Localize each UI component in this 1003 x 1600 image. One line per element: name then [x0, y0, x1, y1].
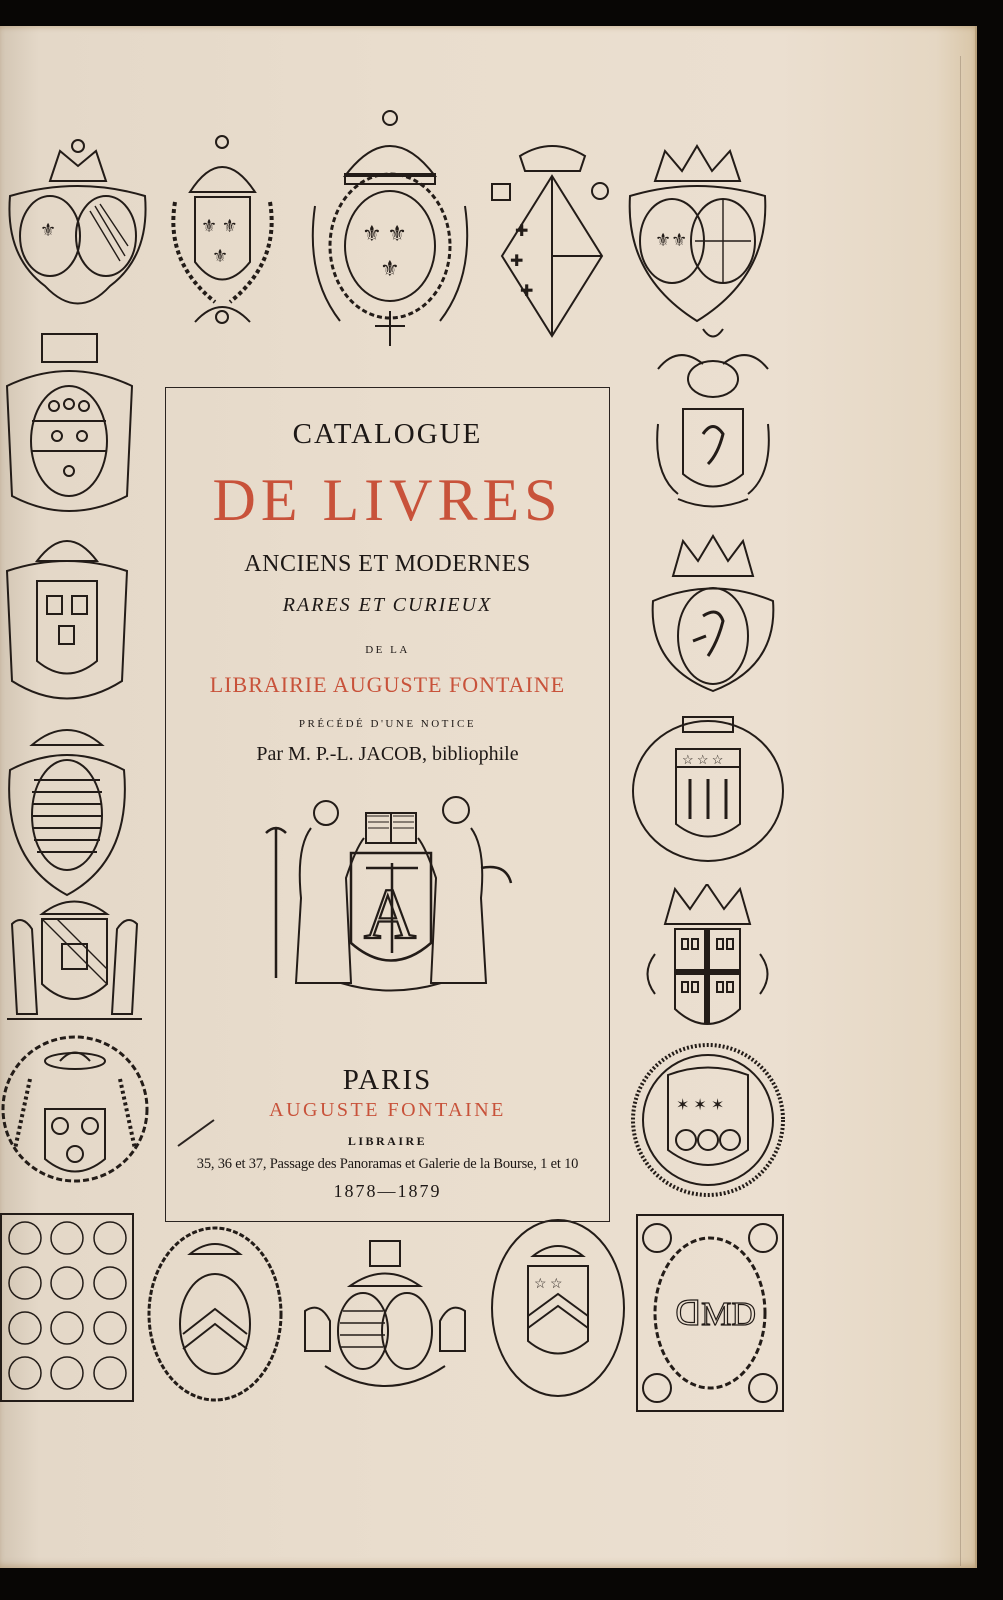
author-line: Par M. P.-L. JACOB, bibliophile: [256, 743, 519, 765]
svg-text:A: A: [364, 874, 416, 954]
title-frame: [165, 387, 610, 1222]
coat-of-arms-barry-cartouche-icon: [2, 710, 132, 900]
bookshop-name: LIBRAIRIE AUGUSTE FONTAINE: [209, 672, 566, 697]
coat-of-arms-cross-billets-icon: [640, 884, 775, 1054]
coat-of-arms-mantled-oval-icon: [2, 326, 137, 526]
imprint-publisher: AUGUSTE FONTAINE: [269, 1099, 506, 1121]
svg-text:⚜ ⚜: ⚜ ⚜: [362, 221, 407, 246]
coat-of-arms-chevron-stars-oval-icon: [488, 1216, 628, 1401]
coat-of-arms-fleur-de-lis-collar-icon: [165, 122, 280, 332]
imprint-address: 35, 36 et 37, Passage des Panoramas et Galerie de la Bourse, 1 et 10: [196, 1156, 579, 1172]
title-catalogue: CATALOGUE: [292, 418, 483, 450]
coat-of-arms-crowned-double-oval-quartered-icon: [620, 136, 775, 336]
coat-of-arms-crowned-lion-oval-icon: [648, 526, 778, 701]
coat-of-arms-stars-trees-oval-icon: [628, 709, 788, 874]
subtitle-anciens-modernes: ANCIENS ET MODERNES: [244, 551, 531, 577]
coat-of-arms-stars-roundels-seal-icon: [628, 1040, 788, 1200]
svg-text:⚜: ⚜: [212, 246, 229, 266]
svg-text:⚜⚜: ⚜⚜: [655, 230, 688, 250]
subtitle-rares-curieux: RARES ET CURIEUX: [282, 594, 493, 616]
svg-text:✚: ✚: [510, 253, 524, 270]
imprint-city: PARIS: [342, 1064, 433, 1096]
text-precede-notice: PRÉCÉDÉ D'UNE NOTICE: [298, 718, 477, 730]
page-edge-line: [960, 56, 961, 1566]
coat-of-arms-tower-crest-lions-icon: [295, 1231, 475, 1406]
imprint-role: LIBRAIRE: [347, 1134, 428, 1148]
title-page: [0, 26, 977, 1568]
coat-of-arms-crowned-double-oval-icon: [0, 126, 155, 326]
imprint-years: 1878—1879: [333, 1181, 442, 1201]
svg-text:✶ ✶ ✶: ✶ ✶ ✶: [676, 1097, 725, 1114]
coat-of-arms-royal-fleur-de-lis-oval-icon: [300, 106, 480, 356]
svg-text:✚: ✚: [515, 223, 529, 240]
svg-text:✚: ✚: [520, 283, 534, 300]
coat-of-arms-chevron-birds-oval-icon: [145, 1224, 285, 1404]
coat-of-arms-three-towers-icon: [2, 521, 132, 711]
svg-text:⚜: ⚜: [40, 220, 57, 240]
allegorical-vignette-af-monogram-icon: [256, 788, 526, 998]
text-de-la: DE LA: [365, 644, 410, 656]
svg-text:ᗡMD: ᗡMD: [675, 1296, 756, 1333]
svg-text:☆ ☆: ☆ ☆: [534, 1277, 563, 1292]
coat-of-arms-angels-supporters-icon: [2, 884, 147, 1029]
floral-pattern-panel-icon: [0, 1213, 135, 1403]
coat-of-arms-lozenge-crosses-icon: [490, 126, 615, 346]
svg-text:⚜: ⚜: [380, 256, 400, 281]
svg-text:⚜ ⚜: ⚜ ⚜: [201, 216, 238, 236]
coat-of-arms-helmet-lion-icon: [648, 324, 778, 514]
ink-mark-icon: [176, 1118, 216, 1148]
monogram-wreath-panel-icon: [635, 1213, 785, 1413]
coat-of-arms-ecclesiastical-hat-icon: [0, 1029, 150, 1189]
title-de-livres: DE LIVRES: [212, 467, 563, 533]
svg-text:☆ ☆ ☆: ☆ ☆ ☆: [682, 752, 724, 767]
